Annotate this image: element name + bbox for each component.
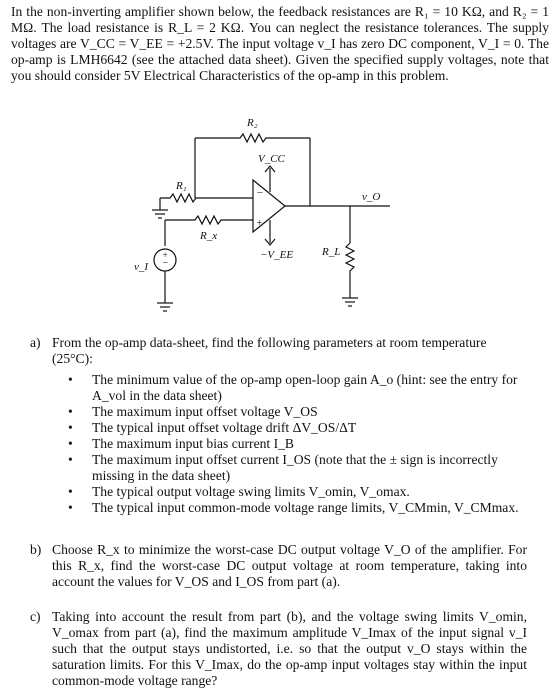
rl-label: R_L [322, 246, 341, 258]
r1-label: R₁ [176, 180, 187, 192]
vee-label: −V_EE [260, 249, 294, 261]
question-b [30, 542, 527, 590]
question-a-letter: a) [30, 335, 41, 350]
rx-resistor [165, 216, 253, 224]
vo-label: v_O [362, 191, 381, 203]
list-item: • The maximum input bias current I_B [66, 436, 530, 452]
r2-label: R₂ [247, 117, 258, 129]
list-item: • The typical output voltage swing limits V_omin, V_omax. [66, 484, 530, 500]
source-minus: − [162, 258, 169, 269]
list-item: • The maximum input offset voltage V_OS [66, 404, 530, 420]
problem-intro: In the non-inverting amplifier shown below, the feedback resistances are R₁ = 10 KΩ, and R₂ = 1 MΩ. The load resistance is R_L = 2 KΩ. You can neglect the resistance tolerances. The supply voltages are V_CC = V_EE = +2.5V. The input voltage v_I has zero DC component, V_I = 0. The op-amp is LMH6642 (see the attached data sheet). Given the specified supply voltages, note that you should consider 5V Electrical Characteristics of the op-amp in this problem. [11, 4, 549, 83]
question-b-letter: b) [30, 542, 42, 557]
parameter-list [30, 372, 530, 516]
question-b-text: Choose R_x to minimize the worst-case DC output voltage V_O of the amplifier. For this R_x, find the worst-case DC output voltage at room temperature, taking into account the values for V_OS and I_OS from part (a). [52, 542, 527, 589]
list-item: • The minimum value of the op-amp open-loop gain A_o (hint: see the entry for A_vol in the data sheet) [66, 372, 530, 404]
question-c [30, 609, 527, 689]
plus-terminal: + [256, 218, 263, 229]
vi-label: v_I [134, 261, 149, 273]
list-item: • The typical input common-mode voltage range limits, V_CMmin, V_CMmax. [66, 500, 530, 516]
source-plus: + [162, 250, 169, 260]
list-item: • The typical input offset voltage drift ΔV_OS/ΔT [66, 420, 530, 436]
circuit-diagram [110, 108, 440, 330]
r2-resistor [195, 134, 310, 142]
question-a-text: From the op-amp data-sheet, find the following parameters at room temperature (25°C): [52, 335, 487, 366]
question-a [30, 335, 530, 516]
rl-resistor [346, 243, 354, 298]
list-item: • The maximum input offset current I_OS (note that the ± sign is incorrectly missing in the data sheet) [66, 452, 530, 484]
r1-resistor [160, 194, 253, 202]
vcc-label: V_CC [258, 153, 285, 165]
minus-terminal: − [256, 187, 264, 199]
rx-label: R_x [200, 230, 218, 242]
question-c-letter: c) [30, 609, 41, 624]
question-c-text: Taking into account the result from part (b), and the voltage swing limits V_omin, V_omax from part (a), find the maximum amplitude V_Imax of the input signal v_I such that the output stays undistorted, i.e. so that the output v_O stays within the saturation limits. For this V_Imax, do the op-amp input voltages stay within the input common-mode voltage range? [52, 609, 527, 688]
